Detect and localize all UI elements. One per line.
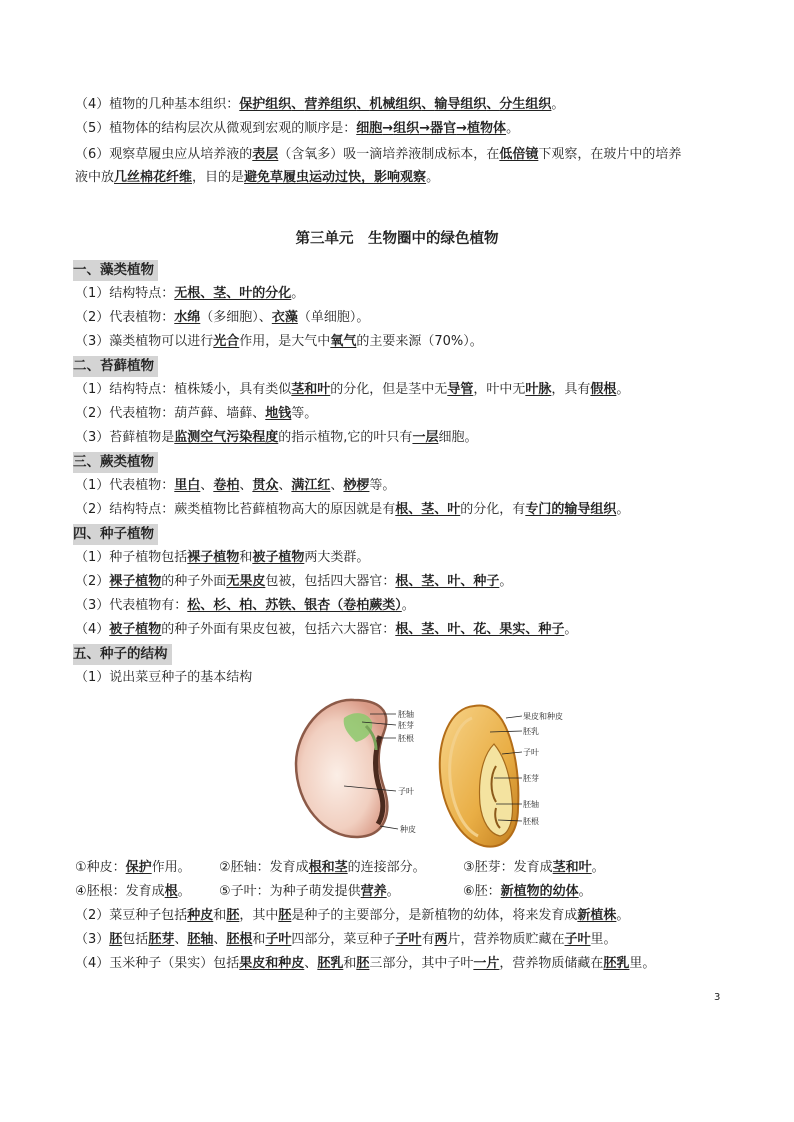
part-radicle: ④胚根：发育成根。 <box>75 884 191 899</box>
corn-label-endosperm: 胚乳 <box>523 727 539 736</box>
unit-title: 第三单元 生物圈中的绿色植物 <box>295 231 499 247</box>
paramecium-line-2: 液中放几丝棉花纤维，目的是避免草履虫运动过快，影响观察。 <box>75 170 440 185</box>
corn-leader-pericarp <box>506 716 522 718</box>
moss-item-2: （2）代表植物：葫芦藓、墙藓、地钱等。 <box>75 406 318 421</box>
moss-item-1: （1）结构特点：植株矮小，具有类似茎和叶的分化，但是茎中无导管，叶中无叶脉，具有假根。 <box>75 382 630 397</box>
bean-leader-coat <box>380 826 398 829</box>
corn-label-hypocotyl: 胚轴 <box>523 800 539 809</box>
seed-item-3: （3）胚包括胚芽、胚轴、胚根和子叶四部分，菜豆种子子叶有两片，营养物质贮藏在子叶里。 <box>75 932 617 947</box>
fern-item-2: （2）结构特点：蕨类植物比苔藓植物高大的原因就是有根、茎、叶的分化，有专门的输导组织。 <box>75 502 630 517</box>
algae-item-2: （2）代表植物：水绵（多细胞）、衣藻（单细胞）。 <box>75 310 370 325</box>
bean-label-coat: 种皮 <box>400 825 416 834</box>
corn-label-plumule: 胚芽 <box>523 774 539 783</box>
fern-item-1: （1）代表植物：里白、卷柏、贯众、满江红、桫椤等。 <box>75 478 396 493</box>
part-seed-coat: ①种皮：保护作用。 <box>75 860 191 875</box>
bean-label-hypocotyl: 胚轴 <box>398 710 414 719</box>
heading-moss: 二、苔藓植物 <box>73 356 158 377</box>
seedplant-item-3: （3）代表植物有：松、杉、柏、苏铁、银杏（卷柏蕨类）。 <box>75 598 415 613</box>
page-number: 3 <box>714 992 721 1003</box>
bean-label-plumule: 胚芽 <box>398 721 414 730</box>
algae-item-3: （3）藻类植物可以进行光合作用，是大气中氧气的主要来源（70%）。 <box>75 334 483 349</box>
seedplant-item-2: （2）裸子植物的种子外面无果皮包被，包括四大器官：根、茎、叶、种子。 <box>75 574 513 589</box>
moss-item-3: （3）苔藓植物是监测空气污染程度的指示植物,它的叶只有一层细胞。 <box>75 430 478 445</box>
corn-label-radicle: 胚根 <box>523 817 539 826</box>
heading-seed-structure: 五、种子的结构 <box>73 644 172 665</box>
bean-seed-diagram <box>292 692 432 842</box>
part-plumule: ③胚芽：发育成茎和叶。 <box>463 860 605 875</box>
part-embryo: ⑥胚：新植物的幼体。 <box>463 884 592 899</box>
bean-label-cotyledon: 子叶 <box>398 787 414 796</box>
heading-seed-plants: 四、种子植物 <box>73 524 158 545</box>
part-cotyledon: ⑤子叶：为种子萌发提供营养。 <box>219 884 400 899</box>
corn-label-pericarp: 果皮和种皮 <box>523 712 563 721</box>
bean-label-radicle: 胚根 <box>398 734 414 743</box>
paramecium-line-1: （6）观察草履虫应从培养液的表层（含氧多）吸一滴培养液制成标本，在低倍镜下观察，在玻片中的培养 <box>75 147 682 162</box>
tissue-types-line: （4）植物的几种基本组织：保护组织、营养组织、机械组织、输导组织、分生组织。 <box>75 97 565 112</box>
corn-label-cotyledon: 子叶 <box>523 748 539 757</box>
seedplant-item-1: （1）种子植物包括裸子植物和被子植物两大类群。 <box>75 550 370 565</box>
part-hypocotyl: ②胚轴：发育成根和茎的连接部分。 <box>219 860 426 875</box>
seed-item-4: （4）玉米种子（果实）包括果皮和种皮、胚乳和胚三部分，其中子叶一片，营养物质储藏在胚乳里。 <box>75 956 656 971</box>
heading-fern: 三、蕨类植物 <box>73 452 158 473</box>
structure-levels-line: （5）植物体的结构层次从微观到宏观的顺序是：细胞→组织→器官→植物体。 <box>75 121 520 136</box>
seed-item-1: （1）说出菜豆种子的基本结构 <box>75 670 253 685</box>
seed-item-2: （2）菜豆种子包括种皮和胚，其中胚是种子的主要部分，是新植物的幼体，将来发育成新植株。 <box>75 908 630 923</box>
algae-item-1: （1）结构特点：无根、茎、叶的分化。 <box>75 286 305 301</box>
heading-algae: 一、藻类植物 <box>73 260 158 281</box>
seedplant-item-4: （4）被子植物的种子外面有果皮包被，包括六大器官：根、茎、叶、花、果实、种子。 <box>75 622 578 637</box>
corn-seed-diagram <box>434 700 584 850</box>
